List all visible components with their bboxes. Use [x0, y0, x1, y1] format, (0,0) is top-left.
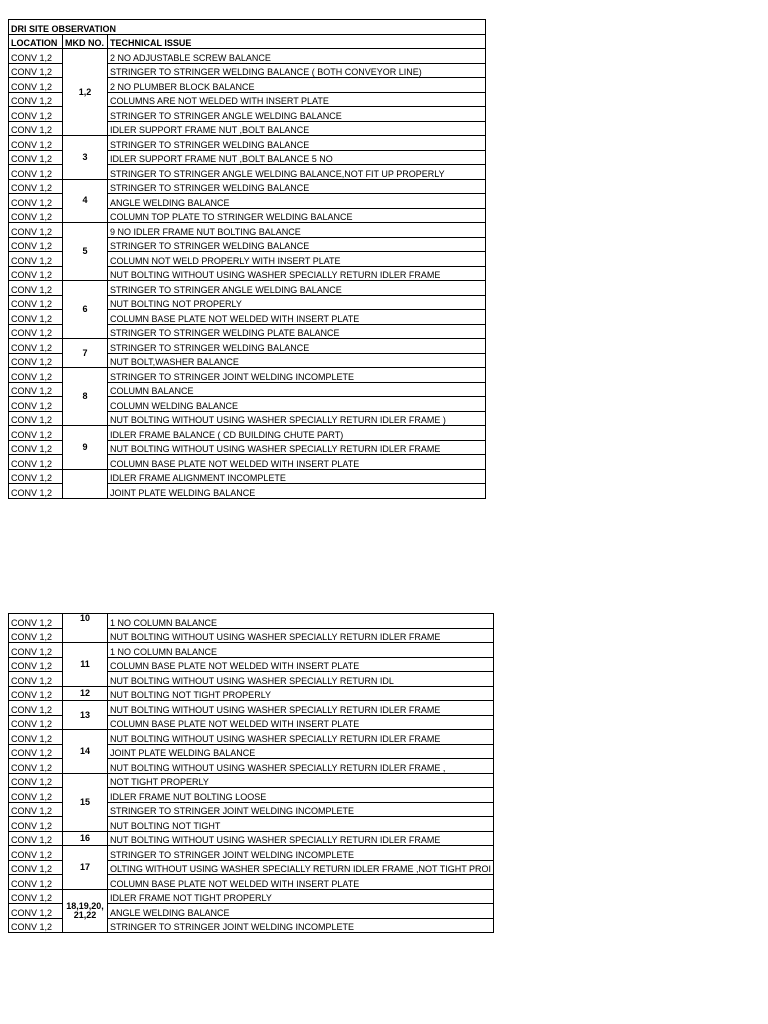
table-row	[9, 469, 486, 484]
technical-issue-cell: NUT BOLTING WITHOUT USING WASHER SPECIALLY RETURN IDLER FRAME	[108, 831, 494, 846]
location-cell: CONV 1,2	[9, 469, 63, 484]
location-cell: CONV 1,2	[9, 860, 63, 875]
technical-issue-cell: NUT BOLTING WITHOUT USING WASHER SPECIALLY RETURN IDLER FRAME	[108, 628, 494, 643]
table-row	[9, 368, 486, 383]
location-cell: CONV 1,2	[9, 875, 63, 890]
technical-issue-cell: COLUMN BALANCE	[108, 382, 486, 397]
location-cell: CONV 1,2	[9, 339, 63, 354]
table-row	[9, 136, 486, 151]
technical-issue-cell: NUT BOLTING WITHOUT USING WASHER SPECIALLY RETURN IDLER FRAME	[108, 266, 486, 281]
header-mkd: MKD NO.	[63, 34, 108, 49]
technical-issue-cell: 2 NO PLUMBER BLOCK BALANCE	[108, 78, 486, 93]
technical-issue-cell: NUT BOLT,WASHER BALANCE	[108, 353, 486, 368]
mkd-number-cell: 9	[63, 426, 108, 470]
table-row	[9, 773, 494, 788]
table-row	[9, 701, 494, 716]
location-cell: CONV 1,2	[9, 121, 63, 136]
technical-issue-cell: 9 NO IDLER FRAME NUT BOLTING BALANCE	[108, 223, 486, 238]
technical-issue-cell: COLUMNS ARE NOT WELDED WITH INSERT PLATE	[108, 92, 486, 107]
technical-issue-cell: IDLER FRAME ALIGNMENT INCOMPLETE	[108, 469, 486, 484]
location-cell: CONV 1,2	[9, 657, 63, 672]
mkd-number-cell: 5	[63, 223, 108, 281]
header-technical-issue: TECHNICAL ISSUE	[108, 34, 486, 49]
technical-issue-cell: IDLER SUPPORT FRAME NUT ,BOLT BALANCE	[108, 121, 486, 136]
location-cell: CONV 1,2	[9, 179, 63, 194]
mkd-number-cell: 17	[63, 846, 108, 890]
table-row	[9, 889, 494, 904]
mkd-number-cell: 7	[63, 339, 108, 368]
location-cell: CONV 1,2	[9, 788, 63, 803]
table-row	[9, 686, 494, 701]
technical-issue-cell: COLUMN BASE PLATE NOT WELDED WITH INSERT PLATE	[108, 310, 486, 325]
technical-issue-cell: NUT BOLTING WITHOUT USING WASHER SPECIALLY RETURN IDLER FRAME	[108, 701, 494, 716]
location-cell: CONV 1,2	[9, 107, 63, 122]
location-cell: CONV 1,2	[9, 440, 63, 455]
technical-issue-cell: NUT BOLTING WITHOUT USING WASHER SPECIALLY RETURN IDL	[108, 672, 494, 687]
technical-issue-cell: IDLER FRAME BALANCE ( CD BUILDING CHUTE PART)	[108, 426, 486, 441]
technical-issue-cell: JOINT PLATE WELDING BALANCE	[108, 744, 494, 759]
location-cell: CONV 1,2	[9, 773, 63, 788]
technical-issue-cell: 1 NO COLUMN BALANCE	[108, 643, 494, 658]
table-row	[9, 730, 494, 745]
location-cell: CONV 1,2	[9, 281, 63, 296]
location-cell: CONV 1,2	[9, 295, 63, 310]
location-cell: CONV 1,2	[9, 368, 63, 383]
location-cell: CONV 1,2	[9, 484, 63, 499]
mkd-number-cell: 16	[63, 831, 108, 846]
technical-issue-cell: NOT TIGHT PROPERLY	[108, 773, 494, 788]
technical-issue-cell: IDLER FRAME NOT TIGHT PROPERLY	[108, 889, 494, 904]
technical-issue-cell: NUT BOLTING WITHOUT USING WASHER SPECIALLY RETURN IDLER FRAME ,	[108, 759, 494, 774]
location-cell: CONV 1,2	[9, 382, 63, 397]
technical-issue-cell: ANGLE WELDING BALANCE	[108, 194, 486, 209]
technical-issue-cell: STRINGER TO STRINGER WELDING PLATE BALANCE	[108, 324, 486, 339]
location-cell: CONV 1,2	[9, 411, 63, 426]
table-row	[9, 426, 486, 441]
location-cell: CONV 1,2	[9, 889, 63, 904]
location-cell: CONV 1,2	[9, 63, 63, 78]
location-cell: CONV 1,2	[9, 817, 63, 832]
technical-issue-cell: STRINGER TO STRINGER ANGLE WELDING BALANCE,NOT FIT UP PROPERLY	[108, 165, 486, 180]
table-row	[9, 179, 486, 194]
mkd-number-cell: 10	[63, 614, 108, 643]
technical-issue-cell: STRINGER TO STRINGER WELDING BALANCE	[108, 136, 486, 151]
technical-issue-cell: IDLER SUPPORT FRAME NUT ,BOLT BALANCE 5 NO	[108, 150, 486, 165]
location-cell: CONV 1,2	[9, 744, 63, 759]
mkd-number-cell: 6	[63, 281, 108, 339]
location-cell: CONV 1,2	[9, 802, 63, 817]
mkd-number-cell	[63, 469, 108, 498]
technical-issue-cell: STRINGER TO STRINGER WELDING BALANCE	[108, 237, 486, 252]
table-row	[9, 643, 494, 658]
technical-issue-cell: NUT BOLTING WITHOUT USING WASHER SPECIALLY RETURN IDLER FRAME )	[108, 411, 486, 426]
location-cell: CONV 1,2	[9, 643, 63, 658]
mkd-number-cell: 12	[63, 686, 108, 701]
technical-issue-cell: STRINGER TO STRINGER ANGLE WELDING BALANCE	[108, 281, 486, 296]
technical-issue-cell: NUT BOLTING WITHOUT USING WASHER SPECIALLY RETURN IDLER FRAME	[108, 730, 494, 745]
location-cell: CONV 1,2	[9, 237, 63, 252]
location-cell: CONV 1,2	[9, 208, 63, 223]
table-row	[9, 831, 494, 846]
technical-issue-cell: OLTING WITHOUT USING WASHER SPECIALLY RETURN IDLER FRAME ,NOT TIGHT PROI	[108, 860, 494, 875]
header-location: LOCATION	[9, 34, 63, 49]
location-cell: CONV 1,2	[9, 831, 63, 846]
table-row	[9, 614, 494, 629]
location-cell: CONV 1,2	[9, 686, 63, 701]
technical-issue-cell: NUT BOLTING NOT TIGHT	[108, 817, 494, 832]
technical-issue-cell: STRINGER TO STRINGER JOINT WELDING INCOMPLETE	[108, 368, 486, 383]
technical-issue-cell: COLUMN NOT WELD PROPERLY WITH INSERT PLATE	[108, 252, 486, 267]
observation-table-1	[8, 19, 486, 499]
technical-issue-cell: JOINT PLATE WELDING BALANCE	[108, 484, 486, 499]
location-cell: CONV 1,2	[9, 78, 63, 93]
location-cell: CONV 1,2	[9, 672, 63, 687]
location-cell: CONV 1,2	[9, 846, 63, 861]
mkd-number-cell: 18,19,20, 21,22	[63, 889, 108, 933]
mkd-number-cell: 14	[63, 730, 108, 774]
technical-issue-cell: NUT BOLTING WITHOUT USING WASHER SPECIALLY RETURN IDLER FRAME	[108, 440, 486, 455]
mkd-number-cell: 11	[63, 643, 108, 687]
technical-issue-cell: IDLER FRAME NUT BOLTING LOOSE	[108, 788, 494, 803]
location-cell: CONV 1,2	[9, 136, 63, 151]
location-cell: CONV 1,2	[9, 165, 63, 180]
location-cell: CONV 1,2	[9, 918, 63, 933]
mkd-number-cell: 8	[63, 368, 108, 426]
technical-issue-cell: COLUMN BASE PLATE NOT WELDED WITH INSERT PLATE	[108, 455, 486, 470]
table-row	[9, 49, 486, 64]
technical-issue-cell: STRINGER TO STRINGER JOINT WELDING INCOMPLETE	[108, 802, 494, 817]
observation-table-2	[8, 613, 494, 933]
mkd-number-cell: 15	[63, 773, 108, 831]
technical-issue-cell: COLUMN BASE PLATE NOT WELDED WITH INSERT PLATE	[108, 657, 494, 672]
table-row	[9, 339, 486, 354]
location-cell: CONV 1,2	[9, 266, 63, 281]
location-cell: CONV 1,2	[9, 904, 63, 919]
technical-issue-cell: COLUMN BASE PLATE NOT WELDED WITH INSERT PLATE	[108, 875, 494, 890]
location-cell: CONV 1,2	[9, 715, 63, 730]
technical-issue-cell: COLUMN TOP PLATE TO STRINGER WELDING BALANCE	[108, 208, 486, 223]
technical-issue-cell: COLUMN WELDING BALANCE	[108, 397, 486, 412]
location-cell: CONV 1,2	[9, 353, 63, 368]
location-cell: CONV 1,2	[9, 223, 63, 238]
mkd-number-cell: 4	[63, 179, 108, 223]
technical-issue-cell: 1 NO COLUMN BALANCE	[108, 614, 494, 629]
location-cell: CONV 1,2	[9, 92, 63, 107]
technical-issue-cell: STRINGER TO STRINGER ANGLE WELDING BALANCE	[108, 107, 486, 122]
technical-issue-cell: ANGLE WELDING BALANCE	[108, 904, 494, 919]
location-cell: CONV 1,2	[9, 194, 63, 209]
technical-issue-cell: STRINGER TO STRINGER WELDING BALANCE	[108, 339, 486, 354]
location-cell: CONV 1,2	[9, 252, 63, 267]
table-row	[9, 281, 486, 296]
technical-issue-cell: COLUMN BASE PLATE NOT WELDED WITH INSERT PLATE	[108, 715, 494, 730]
location-cell: CONV 1,2	[9, 759, 63, 774]
technical-issue-cell: 2 NO ADJUSTABLE SCREW BALANCE	[108, 49, 486, 64]
technical-issue-cell: STRINGER TO STRINGER WELDING BALANCE ( BOTH CONVEYOR LINE)	[108, 63, 486, 78]
technical-issue-cell: NUT BOLTING NOT TIGHT PROPERLY	[108, 686, 494, 701]
mkd-number-cell: 3	[63, 136, 108, 180]
technical-issue-cell: STRINGER TO STRINGER JOINT WELDING INCOMPLETE	[108, 918, 494, 933]
location-cell: CONV 1,2	[9, 426, 63, 441]
location-cell: CONV 1,2	[9, 397, 63, 412]
location-cell: CONV 1,2	[9, 730, 63, 745]
location-cell: CONV 1,2	[9, 614, 63, 629]
location-cell: CONV 1,2	[9, 150, 63, 165]
mkd-number-cell: 13	[63, 701, 108, 730]
location-cell: CONV 1,2	[9, 49, 63, 64]
location-cell: CONV 1,2	[9, 455, 63, 470]
location-cell: CONV 1,2	[9, 628, 63, 643]
location-cell: CONV 1,2	[9, 324, 63, 339]
technical-issue-cell: STRINGER TO STRINGER WELDING BALANCE	[108, 179, 486, 194]
technical-issue-cell: NUT BOLTING NOT PROPERLY	[108, 295, 486, 310]
mkd-number-cell: 1,2	[63, 49, 108, 136]
table-row	[9, 223, 486, 238]
location-cell: CONV 1,2	[9, 701, 63, 716]
sheet-title: DRI SITE OBSERVATION	[9, 20, 486, 35]
technical-issue-cell: STRINGER TO STRINGER JOINT WELDING INCOMPLETE	[108, 846, 494, 861]
location-cell: CONV 1,2	[9, 310, 63, 325]
table-row	[9, 846, 494, 861]
